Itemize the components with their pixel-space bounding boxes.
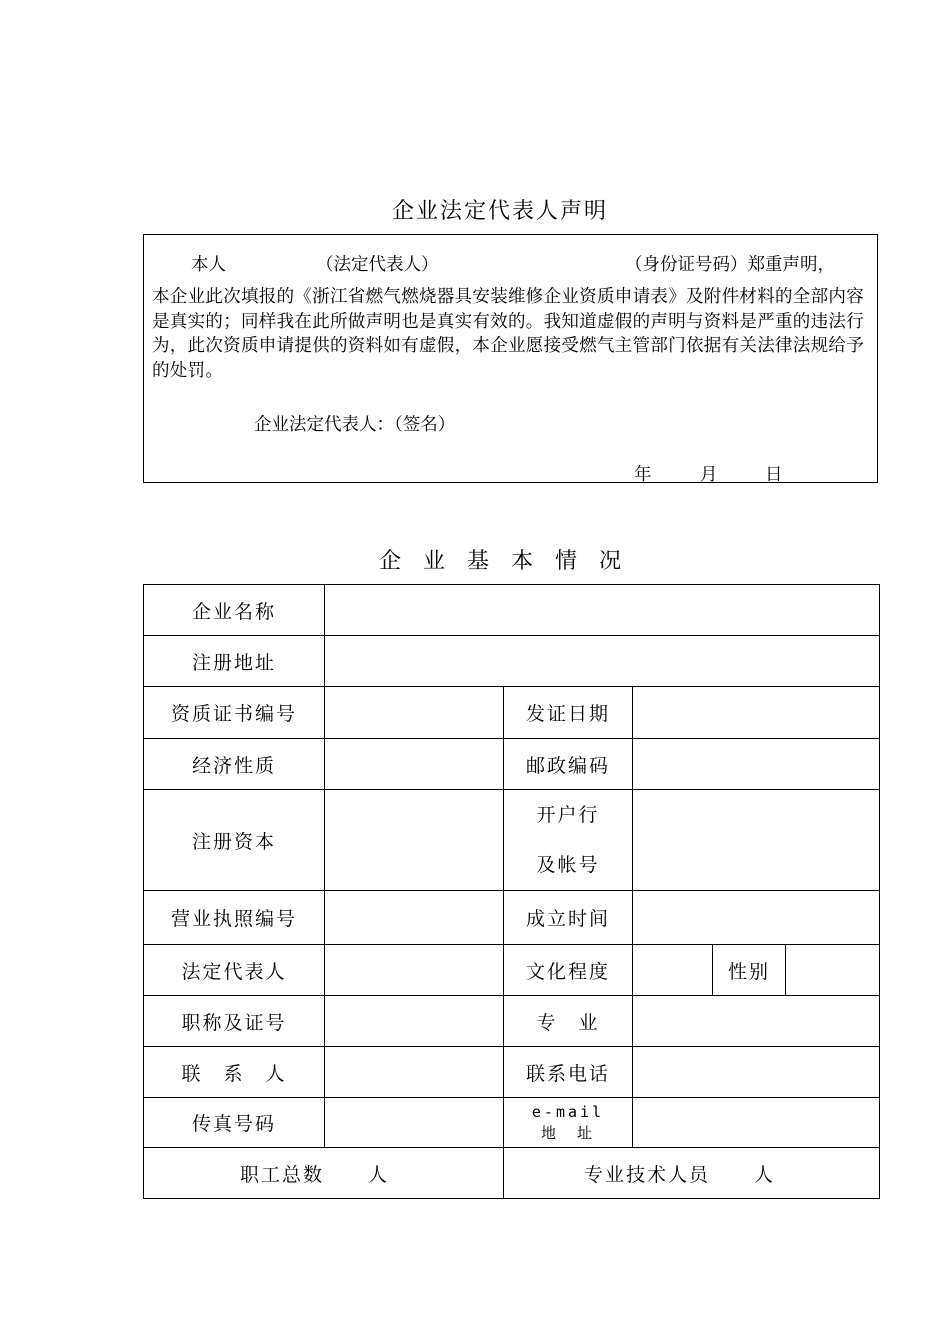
education-label: 文化程度 [504, 945, 633, 996]
gender-field[interactable] [786, 945, 880, 996]
issue-date-field[interactable] [633, 687, 880, 739]
date-month: 月 [700, 465, 718, 485]
license-number-label: 营业执照编号 [144, 891, 325, 945]
major-field[interactable] [633, 996, 880, 1047]
total-staff-label: 职工总数 [240, 1163, 325, 1186]
established-field[interactable] [633, 891, 880, 945]
email-field[interactable] [633, 1098, 880, 1148]
bank-account-label [504, 790, 633, 891]
declaration-title: 企业法定代表人声明 [391, 199, 608, 224]
issue-date-label: 发证日期 [504, 687, 633, 739]
company-name-label: 企业名称 [144, 585, 325, 636]
company-info-table [143, 584, 880, 1199]
date-year: 年 [634, 465, 652, 485]
tech-staff-label: 专业技术人员 [584, 1163, 711, 1186]
total-staff-cell[interactable] [144, 1148, 504, 1199]
declaration-id-number: （身份证号码）郑重声明， [625, 255, 835, 275]
bank-label-line1: 开户行 [536, 804, 600, 826]
date-day: 日 [765, 465, 783, 485]
registered-address-field[interactable] [325, 636, 880, 687]
postal-code-label: 邮政编码 [504, 739, 633, 790]
email-label-line1: e-mail [531, 1102, 605, 1121]
cert-number-field[interactable] [325, 687, 504, 739]
registered-capital-field[interactable] [325, 790, 504, 891]
email-label [504, 1098, 633, 1148]
bank-label-line2: 及帐号 [536, 854, 600, 876]
major-label: 专 业 [504, 996, 633, 1047]
declaration-prefix: 本人 [191, 255, 226, 275]
total-staff-unit: 人 [368, 1163, 390, 1186]
title-cert-field[interactable] [325, 996, 504, 1047]
phone-label: 联系电话 [504, 1047, 633, 1098]
registered-capital-label: 注册资本 [144, 790, 325, 891]
tech-staff-cell[interactable] [504, 1148, 880, 1199]
legal-rep-field[interactable] [325, 945, 504, 996]
company-name-field[interactable] [325, 585, 880, 636]
postal-code-field[interactable] [633, 739, 880, 790]
signature-label: 企业法定代表人：（签名） [254, 415, 456, 435]
bank-account-field[interactable] [633, 790, 880, 891]
registered-address-label: 注册地址 [144, 636, 325, 687]
license-number-field[interactable] [325, 891, 504, 945]
contact-label: 联 系 人 [144, 1047, 325, 1098]
info-title: 企 业 基 本 情 况 [378, 549, 621, 574]
economic-nature-field[interactable] [325, 739, 504, 790]
cert-number-label: 资质证书编号 [144, 687, 325, 739]
declaration-legal-rep: （法定代表人） [316, 255, 439, 275]
fax-field[interactable] [325, 1098, 504, 1148]
legal-rep-label: 法定代表人 [144, 945, 325, 996]
gender-label: 性别 [713, 945, 786, 996]
contact-field[interactable] [325, 1047, 504, 1098]
fax-label: 传真号码 [144, 1098, 325, 1148]
tech-staff-unit: 人 [754, 1163, 776, 1186]
title-cert-label: 职称及证号 [144, 996, 325, 1047]
email-label-line2: 地 址 [540, 1123, 595, 1142]
economic-nature-label: 经济性质 [144, 739, 325, 790]
established-label: 成立时间 [504, 891, 633, 945]
declaration-paragraph: 本企业此次填报的《浙江省燃气燃烧器具安装维修企业资质申请表》及附件材料的全部内容是真实的；同样我在此所做声明也是真实有效的。我知道虚假的声明与资料是严重的违法行为，此次资质申请提供的资料如有虚假，本企业愿接受燃气主管部门依据有关法律法规给予的处罚。 [152, 287, 864, 381]
phone-field[interactable] [633, 1047, 880, 1098]
education-field[interactable] [633, 945, 713, 996]
